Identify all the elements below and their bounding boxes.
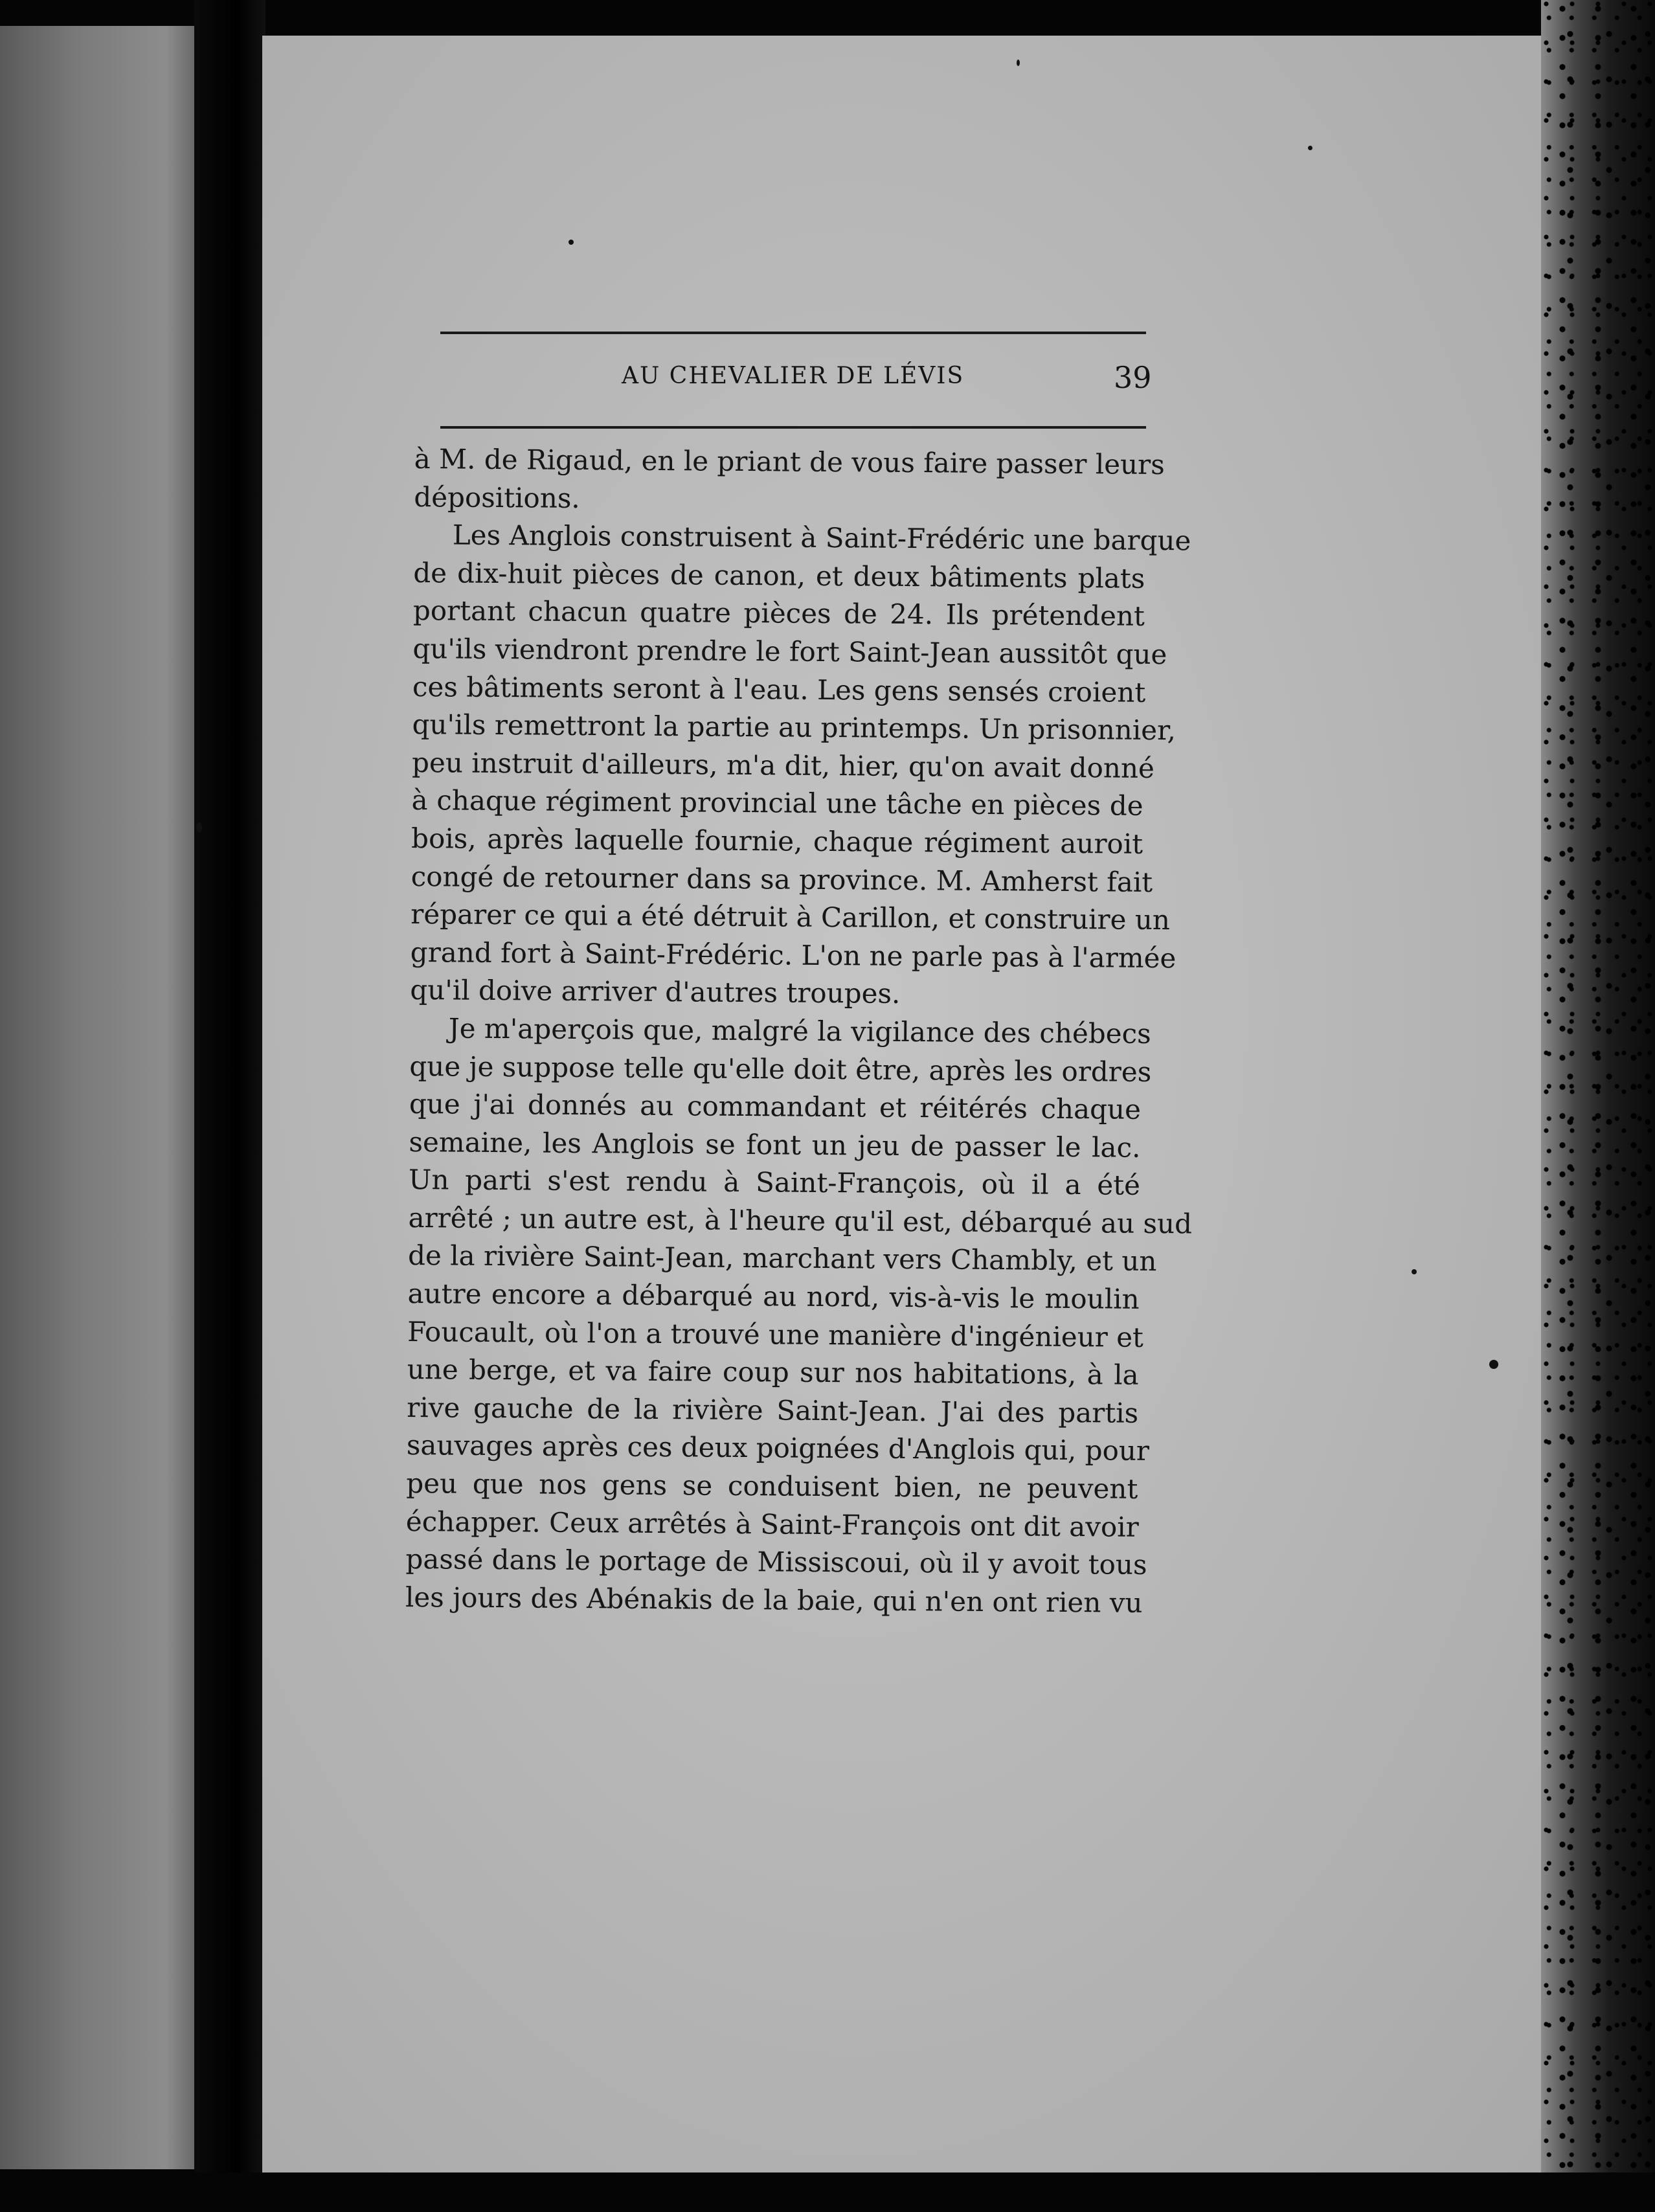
text-line: qu'ils viendront prendre le fort Saint-Jean aussitôt que [412, 632, 1167, 671]
text-line: échapper. Ceux arrêtés à Saint-François ont dit avoir [405, 1505, 1139, 1543]
text-line: semaine, les Anglois se font un jeu de passer le lac. [409, 1125, 1141, 1164]
scan-speck [196, 822, 202, 833]
scan-speck [1412, 1269, 1417, 1274]
text-line: arrêté ; un autre est, à l'heure qu'il est, débarqué au sud [408, 1201, 1193, 1240]
text-line: sauvages après ces deux poignées d'Anglois qui, pour [406, 1429, 1150, 1467]
text-line: de dix-huit pièces de canon, et deux bâtiments plats [413, 556, 1145, 594]
scan-speck [569, 240, 574, 245]
text-line: réparer ce qui a été détruit à Carillon, et construire un [411, 898, 1171, 936]
text-line: peu que nos gens se conduisent bien, ne peuvent [406, 1467, 1138, 1505]
body-text [405, 440, 1193, 1622]
text-line: qu'il doive arriver d'autres troupes. [410, 974, 901, 1010]
text-line: à chaque régiment provincial une tâche en pièces de [411, 784, 1143, 822]
scan-speck [1489, 1360, 1498, 1369]
scan-speck [1017, 60, 1020, 66]
book-gutter [194, 0, 265, 2212]
text-line: Foucault, où l'on a trouvé une manière d'ingénieur et [407, 1315, 1144, 1353]
text-line: Un parti s'est rendu à Saint-François, où il a été [408, 1164, 1141, 1202]
scan-speck [1308, 146, 1312, 150]
header-rule-bottom [440, 426, 1146, 429]
text-line: à M. de Rigaud, en le priant de vous faire passer leurs [414, 442, 1165, 481]
running-head: AU CHEVALIER DE LÉVIS [622, 363, 965, 389]
text-line: ces bâtiments seront à l'eau. Les gens sensés croient [412, 670, 1146, 708]
text-line: que je suppose telle qu'elle doit être, après les ordres [409, 1050, 1152, 1088]
text-line: autre encore a débarqué au nord, vis-à-vis le moulin [407, 1278, 1140, 1315]
text-line: congé de retourner dans sa province. M. Amherst fait [411, 860, 1153, 898]
text-line: rive gauche de la rivière Saint-Jean. J'ai des partis [407, 1391, 1139, 1429]
scan-border [0, 2172, 1655, 2212]
paragraph-first-line: Les Anglois construisent à Saint-Frédéric une barque [452, 519, 1191, 557]
text-line: une berge, et va faire coup sur nos habitations, à la [407, 1353, 1139, 1392]
text-line: peu instruit d'ailleurs, m'a dit, hier, qu'on avait donné [411, 746, 1155, 784]
text-line: portant chacun quatre pièces de 24. Ils prétendent [412, 594, 1145, 633]
text-line: de la rivière Saint-Jean, marchant vers Chambly, et un [407, 1239, 1157, 1278]
page-edge-shadow [1541, 0, 1655, 2212]
paragraph-first-line: Je m'aperçois que, malgré la vigilance des chébecs [448, 1012, 1151, 1050]
header-rule-top [440, 332, 1146, 334]
text-line: passé dans le portage de Missiscoui, où il y avoit tous [405, 1543, 1147, 1581]
text-line: grand fort à Saint-Frédéric. L'on ne parle pas à l'armée [410, 936, 1177, 974]
text-line: que j'ai donnés au commandant et réitérés chaque [409, 1088, 1142, 1125]
text-line: bois, après laquelle fournie, chaque régiment auroit [411, 822, 1143, 860]
page-number: 39 [1114, 360, 1152, 395]
left-facing-page [0, 26, 194, 2169]
text-line: les jours des Abénakis de la baie, qui n'en ont rien vu [405, 1581, 1143, 1619]
text-line: qu'ils remettront la partie au printemps. Un prisonnier, [412, 708, 1177, 747]
text-line: dépositions. [414, 480, 580, 514]
